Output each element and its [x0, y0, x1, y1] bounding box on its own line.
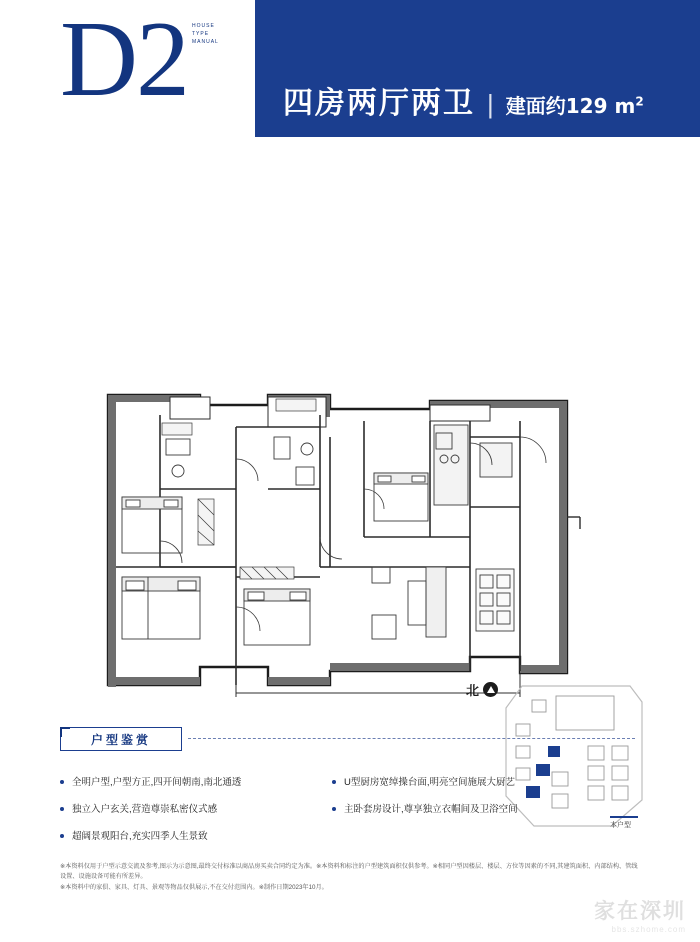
unit-code-subtext — [192, 22, 219, 46]
feature-text: 独立入户玄关,营造尊崇私密仪式感 — [72, 804, 218, 815]
disclaimer — [60, 862, 640, 893]
bullet-icon — [60, 807, 64, 811]
watermark-url: bbs.szhome.com — [611, 925, 686, 934]
unit-code: D2 — [60, 0, 188, 119]
code-sub-line-1: HOUSE — [192, 23, 215, 29]
feature-text: 主卧套房设计,尊享独立衣帽间及卫浴空间 — [344, 804, 518, 815]
floorplan-drawing — [0, 137, 700, 697]
features-divider — [188, 738, 635, 739]
list-item — [332, 775, 622, 790]
watermark — [594, 895, 686, 934]
list-item — [60, 829, 320, 844]
list-item — [332, 802, 622, 817]
list-item — [60, 775, 320, 790]
minimap-caption: 本户型 — [610, 822, 631, 829]
watermark-title — [594, 895, 686, 925]
code-sub-line-2: TYPE — [192, 31, 210, 37]
area-label — [506, 90, 644, 119]
list-item — [60, 802, 320, 817]
features-column-right — [332, 775, 622, 829]
features-column-left — [60, 775, 320, 856]
bullet-icon — [332, 780, 336, 784]
features-header — [60, 727, 635, 751]
header-title-block — [283, 78, 644, 122]
disclaimer-line-1: ※本资料仅用于户型示意交流及参考,图示为示意图,最终交付标准以商品房买卖合同约定为准。※本资料和标注的户型建筑面积仅供参考。※相同户型因楼层、楼层、方位等因素的不同,其建筑面积、内部结构、管线设置、设施设备可能有所差异。 — [60, 863, 638, 880]
watermark-text: 家在深圳 — [594, 899, 686, 923]
page-title: 四房两厅两卫 — [283, 86, 475, 121]
area-superscript: 2 — [635, 94, 644, 109]
features-badge: 户型鉴赏 — [60, 727, 182, 751]
disclaimer-line-2: ※本资料中的家俱、家具、灯具、景观等物品仅供展示,不在交付范围内。※制作日期2023年10月。 — [60, 884, 328, 891]
bullet-icon — [60, 834, 64, 838]
compass-north-label: 北 — [466, 683, 480, 698]
bullet-icon — [332, 807, 336, 811]
unit-code-block — [60, 0, 219, 119]
code-sub-line-3: MANUAL — [192, 39, 219, 45]
floorplan-area — [0, 137, 700, 697]
bullet-icon — [60, 780, 64, 784]
area-text: 建面约129 m — [505, 94, 636, 118]
feature-text: 全明户型,户型方正,四开间朝南,南北通透 — [72, 777, 242, 788]
title-divider: | — [487, 89, 494, 119]
feature-text: 超阔景观阳台,充实四季人生景致 — [72, 831, 208, 842]
page-header — [0, 0, 700, 137]
feature-text: U型厨房宽绰操台面,明亮空间施展大厨艺 — [344, 777, 516, 788]
